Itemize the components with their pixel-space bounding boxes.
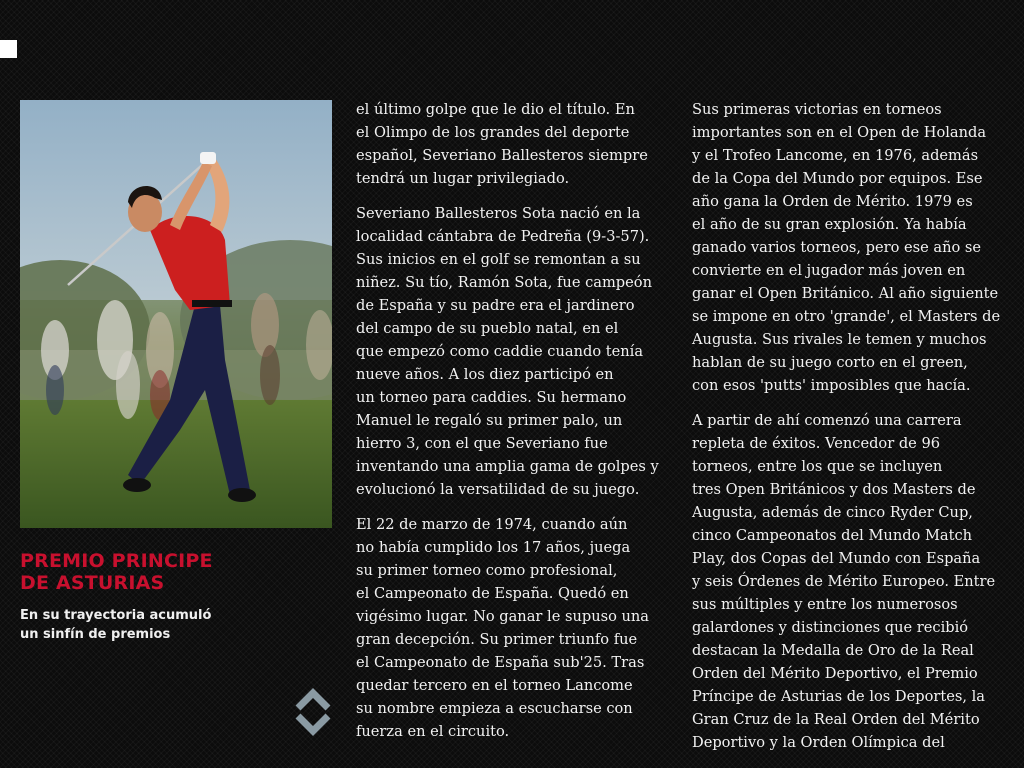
text-line: repleta de éxitos. Vencedor de 96 [692, 435, 941, 452]
text-line: cinco Campeonatos del Mundo Match [692, 527, 973, 544]
text-line: del campo de su pueblo natal, en el [356, 320, 619, 337]
text-line: Príncipe de Asturias de los Deportes, la [692, 688, 985, 705]
text-line: ganado varios torneos, pero ese año se [692, 239, 982, 256]
text-line: ganar el Open Británico. Al año siguiente [692, 285, 999, 302]
paragraph [356, 202, 676, 501]
text-line: no había cumplido los 17 años, juega [356, 539, 631, 556]
text-line: el Campeonato de España sub'25. Tras [356, 654, 645, 671]
text-line: Manuel le regaló su primer palo, un [356, 412, 623, 429]
text-line: vigésimo lugar. No ganar le supuso una [356, 608, 650, 625]
text-line: hablan de su juego corto en el green, [692, 354, 968, 371]
paragraph [356, 98, 676, 190]
text-line: A partir de ahí comenzó una carrera [692, 412, 962, 429]
text-line: de España y su padre era el jardinero [356, 297, 635, 314]
text-line: Gran Cruz de la Real Orden del Mérito [692, 711, 980, 728]
text-line: su nombre empieza a escucharse con [356, 700, 633, 717]
text-line: Sus inicios en el golf se remontan a su [356, 251, 641, 268]
text-line: año gana la Orden de Mérito. 1979 es [692, 193, 973, 210]
text-line: español, Severiano Ballesteros siempre [356, 147, 648, 164]
text-line: el Campeonato de España. Quedó en [356, 585, 629, 602]
text-line: gran decepción. Su primer triunfo fue [356, 631, 638, 648]
caption-subtitle-line: En su trayectoria acumuló [20, 608, 212, 623]
text-line: fuerza en el circuito. [356, 723, 510, 740]
text-line: inventando una amplia gama de golpes y [356, 458, 659, 475]
paragraph [692, 409, 1012, 754]
text-line: de la Copa del Mundo por equipos. Ese [692, 170, 983, 187]
article-column-1 [356, 98, 676, 755]
caption-subtitle-line: un sinfín de premios [20, 627, 171, 642]
text-line: Play, dos Copas del Mundo con España [692, 550, 981, 567]
paragraph [692, 98, 1012, 397]
chevron-down-icon [294, 712, 332, 740]
text-line: tres Open Británicos y dos Masters de [692, 481, 976, 498]
text-line: su primer torneo como profesional, [356, 562, 618, 579]
text-line: evolucionó la versatilidad de su juego. [356, 481, 640, 498]
text-line: Augusta, además de cinco Ryder Cup, [692, 504, 973, 521]
text-line: nueve años. A los diez participó en [356, 366, 614, 383]
text-line: el año de su gran explosión. Ya había [692, 216, 967, 233]
caption-title-line: DE ASTURIAS [20, 572, 165, 594]
text-line: Augusta. Sus rivales le temen y muchos [692, 331, 987, 348]
text-line: localidad cántabra de Pedreña (9-3-57). [356, 228, 650, 245]
text-line: Severiano Ballesteros Sota nació en la [356, 205, 641, 222]
page-navigation [294, 684, 332, 744]
golfer-photo [20, 100, 332, 528]
text-line: se impone en otro 'grande', el Masters de [692, 308, 1001, 325]
next-page-button[interactable] [294, 712, 332, 740]
text-line: niñez. Su tío, Ramón Sota, fue campeón [356, 274, 652, 291]
text-line: Sus primeras victorias en torneos [692, 101, 942, 118]
text-line: galardones y distinciones que recibió [692, 619, 969, 636]
text-line: el último golpe que le dio el título. En [356, 101, 635, 118]
text-line: un torneo para caddies. Su hermano [356, 389, 627, 406]
text-line: Deportivo y la Orden Olímpica del [692, 734, 945, 751]
text-line: Orden del Mérito Deportivo, el Premio [692, 665, 978, 682]
caption-subtitle [20, 606, 320, 644]
paragraph [356, 513, 676, 743]
text-line: y el Trofeo Lancome, en 1976, además [692, 147, 979, 164]
caption-title [20, 550, 320, 594]
chevron-up-icon [294, 684, 332, 712]
text-line: destacan la Medalla de Oro de la Real [692, 642, 974, 659]
caption-title-line: PREMIO PRINCIPE [20, 550, 213, 572]
corner-marker [0, 40, 17, 58]
text-line: el Olimpo de los grandes del deporte [356, 124, 630, 141]
text-line: que empezó como caddie cuando tenía [356, 343, 644, 360]
article-column-2 [692, 98, 1012, 766]
text-line: quedar tercero en el torneo Lancome [356, 677, 633, 694]
text-line: El 22 de marzo de 1974, cuando aún [356, 516, 628, 533]
text-line: importantes son en el Open de Holanda [692, 124, 987, 141]
text-line: tendrá un lugar privilegiado. [356, 170, 570, 187]
golfer-illustration [20, 100, 332, 528]
text-line: hierro 3, con el que Severiano fue [356, 435, 608, 452]
text-line: convierte en el jugador más joven en [692, 262, 966, 279]
text-line: torneos, entre los que se incluyen [692, 458, 943, 475]
text-line: y seis Órdenes de Mérito Europeo. Entre [692, 573, 996, 590]
previous-page-button[interactable] [294, 684, 332, 712]
text-line: con esos 'putts' imposibles que hacía. [692, 377, 971, 394]
text-line: sus múltiples y entre los numerosos [692, 596, 958, 613]
